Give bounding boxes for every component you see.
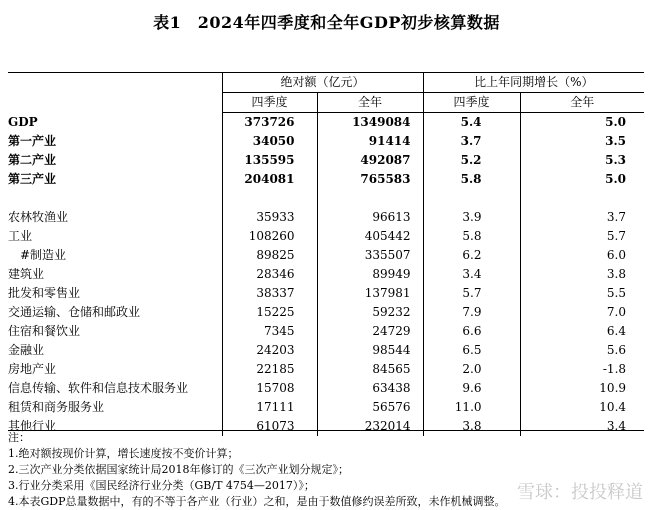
table-row [8, 227, 644, 246]
q4-growth: 6.5 [423, 341, 520, 360]
q4-growth: 3.8 [423, 417, 520, 436]
q4-growth: 5.7 [423, 284, 520, 303]
table-row [8, 284, 644, 303]
table-row [8, 398, 644, 417]
row-label: 第三产业 [8, 170, 222, 189]
header-year-growth: 全年 [520, 93, 644, 113]
year-value: 84565 [317, 360, 423, 379]
q4-value: 28346 [222, 265, 317, 284]
note-4: 4.本表GDP总量数据中，有的不等于各产业（行业）之和，是由于数值修约误差所致，未作机械调整。 [8, 495, 506, 508]
year-value: 98544 [317, 341, 423, 360]
year-growth: 3.8 [606, 267, 627, 281]
row-label: 交通运输、仓储和邮政业 [8, 303, 222, 322]
year-growth: 10.9 [599, 381, 627, 395]
q4-growth: 11.0 [423, 398, 520, 417]
year-value: 89949 [317, 265, 423, 284]
row-label: #制造业 [8, 246, 222, 265]
row-label: 住宿和餐饮业 [8, 322, 222, 341]
q4-value: 24203 [222, 341, 317, 360]
year-growth: 5.6 [606, 343, 627, 357]
header-absolute: 绝对额（亿元） [222, 73, 423, 93]
year-value: 1349084 [317, 113, 423, 133]
year-growth: 3.5 [605, 134, 627, 148]
year-growth: 5.3 [605, 153, 627, 167]
year-growth: -1.8 [602, 362, 627, 376]
note-heading: 注： [8, 431, 30, 444]
year-value: 24729 [317, 322, 423, 341]
year-growth: 5.0 [605, 115, 627, 129]
q4-growth: 6.6 [423, 322, 520, 341]
year-value: 335507 [317, 246, 423, 265]
table-row [8, 246, 644, 265]
year-growth: 10.4 [599, 400, 627, 414]
q4-value: 373726 [222, 113, 317, 133]
row-label: 建筑业 [8, 265, 222, 284]
year-growth: 7.0 [606, 305, 627, 319]
q4-value: 61073 [222, 417, 317, 436]
header-growth: 比上年同期增长（%） [423, 73, 644, 93]
row-label: 工业 [8, 227, 222, 246]
row-label: 第二产业 [8, 151, 222, 170]
q4-growth: 3.4 [423, 265, 520, 284]
header-blank [8, 73, 222, 113]
year-growth: 6.4 [606, 324, 627, 338]
q4-value: 89825 [222, 246, 317, 265]
header-q4-growth: 四季度 [423, 93, 520, 113]
watermark: 雪球：投投释道 [517, 482, 643, 503]
q4-growth: 9.6 [423, 379, 520, 398]
q4-growth: 5.8 [423, 227, 520, 246]
note-2: 2.三次产业分类依据国家统计局2018年修订的《三次产业划分规定》； [8, 463, 349, 476]
table-row [8, 303, 644, 322]
year-value: 59232 [317, 303, 423, 322]
table-row [8, 265, 644, 284]
q4-value: 108260 [222, 227, 317, 246]
q4-value: 35933 [222, 208, 317, 227]
row-label: 农林牧渔业 [8, 208, 222, 227]
year-growth: 6.0 [606, 248, 627, 262]
note-1: 1.绝对额按现价计算，增长速度按不变价计算； [8, 447, 239, 460]
table-row [8, 151, 644, 170]
row-label: 第一产业 [8, 132, 222, 151]
table-row [8, 322, 644, 341]
row-label: 其他行业 [8, 417, 222, 436]
q4-value: 17111 [222, 398, 317, 417]
q4-growth: 2.0 [423, 360, 520, 379]
q4-value: 7345 [222, 322, 317, 341]
year-value: 232014 [317, 417, 423, 436]
year-value: 63438 [317, 379, 423, 398]
row-label: 房地产业 [8, 360, 222, 379]
q4-value: 15708 [222, 379, 317, 398]
table-row [8, 341, 644, 360]
q4-value: 204081 [222, 170, 317, 189]
table-row [8, 113, 644, 133]
row-label: 金融业 [8, 341, 222, 360]
q4-growth: 5.8 [423, 170, 520, 189]
row-label: 信息传输、软件和信息技术服务业 [8, 379, 222, 398]
year-value: 765583 [317, 170, 423, 189]
year-growth: 5.5 [606, 286, 627, 300]
year-value: 137981 [317, 284, 423, 303]
table-row [8, 379, 644, 398]
table-title: 表1 2024年四季度和全年GDP初步核算数据 [153, 13, 500, 32]
q4-value: 15225 [222, 303, 317, 322]
header-year: 全年 [317, 93, 423, 113]
year-value: 492087 [317, 151, 423, 170]
table-row [8, 132, 644, 151]
q4-growth: 3.7 [423, 132, 520, 151]
year-value: 405442 [317, 227, 423, 246]
year-value: 96613 [317, 208, 423, 227]
table-row [8, 208, 644, 227]
q4-growth: 5.2 [423, 151, 520, 170]
header-q4: 四季度 [222, 93, 317, 113]
note-3: 3.行业分类采用《国民经济行业分类（GB/T 4754—2017）》； [8, 479, 315, 492]
table-row [8, 170, 644, 189]
q4-value: 38337 [222, 284, 317, 303]
year-growth: 3.7 [606, 210, 627, 224]
year-growth: 3.4 [606, 419, 627, 433]
table-row [8, 360, 644, 379]
q4-growth: 7.9 [423, 303, 520, 322]
q4-growth: 6.2 [423, 246, 520, 265]
q4-growth: 3.9 [423, 208, 520, 227]
year-value: 91414 [317, 132, 423, 151]
row-label: 批发和零售业 [8, 284, 222, 303]
gdp-table [8, 72, 644, 436]
row-label: 租赁和商务服务业 [8, 398, 222, 417]
q4-growth: 5.4 [423, 113, 520, 133]
q4-value: 34050 [222, 132, 317, 151]
year-growth: 5.0 [605, 172, 627, 186]
row-label: GDP [8, 113, 222, 133]
q4-value: 135595 [222, 151, 317, 170]
year-growth: 5.7 [606, 229, 627, 243]
year-value: 56576 [317, 398, 423, 417]
q4-value: 22185 [222, 360, 317, 379]
